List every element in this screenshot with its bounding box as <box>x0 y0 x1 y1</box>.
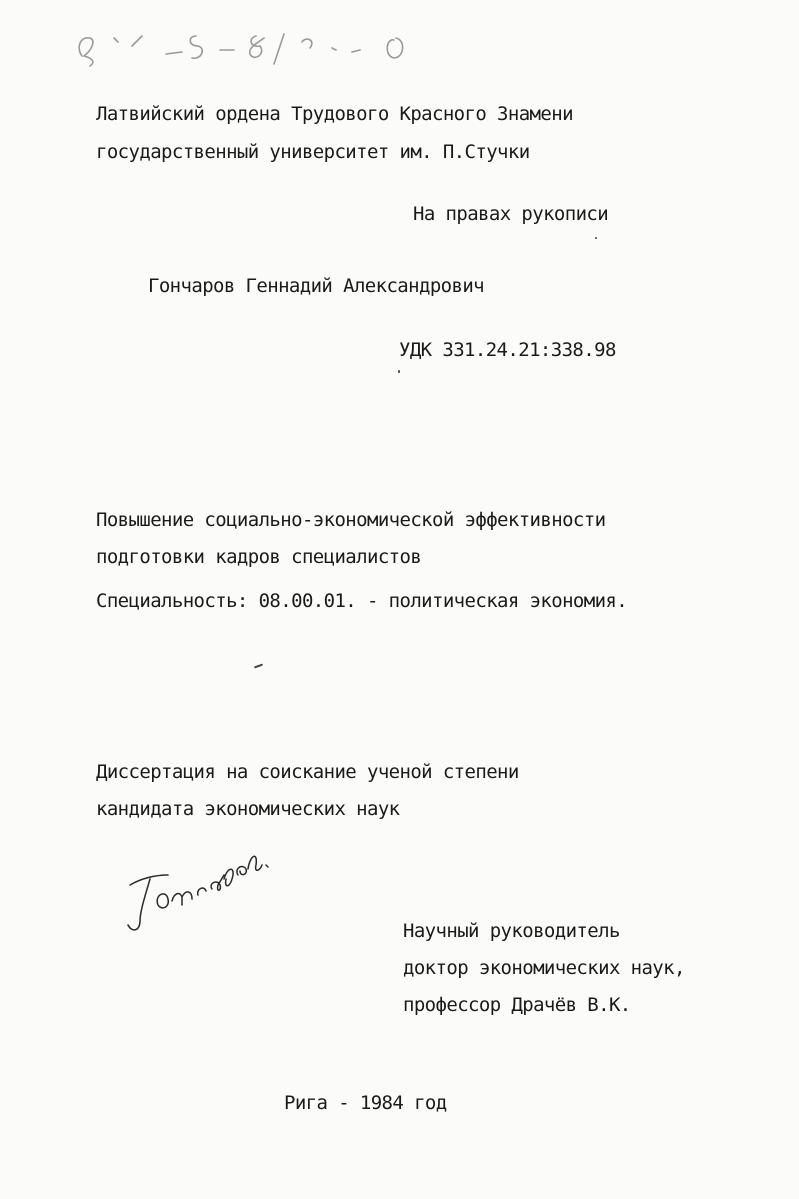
scan-speck <box>254 664 263 669</box>
dissertation-line-1: Диссертация на соискание ученой степени <box>96 761 519 783</box>
supervisor-degree: доктор экономических наук, <box>403 957 685 979</box>
dissertation-line-2: кандидата экономических наук <box>96 798 400 820</box>
udc-code: УДК 331.24.21:338.98 <box>399 339 616 361</box>
manuscript-rights-note: На правах рукописи <box>413 203 609 225</box>
supervisor-name: профессор Драчёв В.К. <box>403 994 631 1016</box>
author-name: Гончаров Геннадий Александрович <box>148 275 485 297</box>
author-signature <box>120 845 285 940</box>
scan-speck <box>595 237 597 239</box>
archive-stamp <box>70 22 420 70</box>
scan-speck <box>398 370 400 373</box>
title-line-1: Повышение социально-экономической эффективности <box>96 509 606 531</box>
speciality-line: Специальность: 08.00.01. - политическая экономия. <box>96 590 628 612</box>
institution-line-2: государственный университет им. П.Стучки <box>96 141 530 163</box>
place-and-year: Рига - 1984 год <box>284 1092 447 1114</box>
supervisor-label: Научный руководитель <box>403 920 620 942</box>
institution-line-1: Латвийский ордена Трудового Красного Знамени <box>96 103 573 125</box>
title-line-2: подготовки кадров специалистов <box>96 546 422 568</box>
